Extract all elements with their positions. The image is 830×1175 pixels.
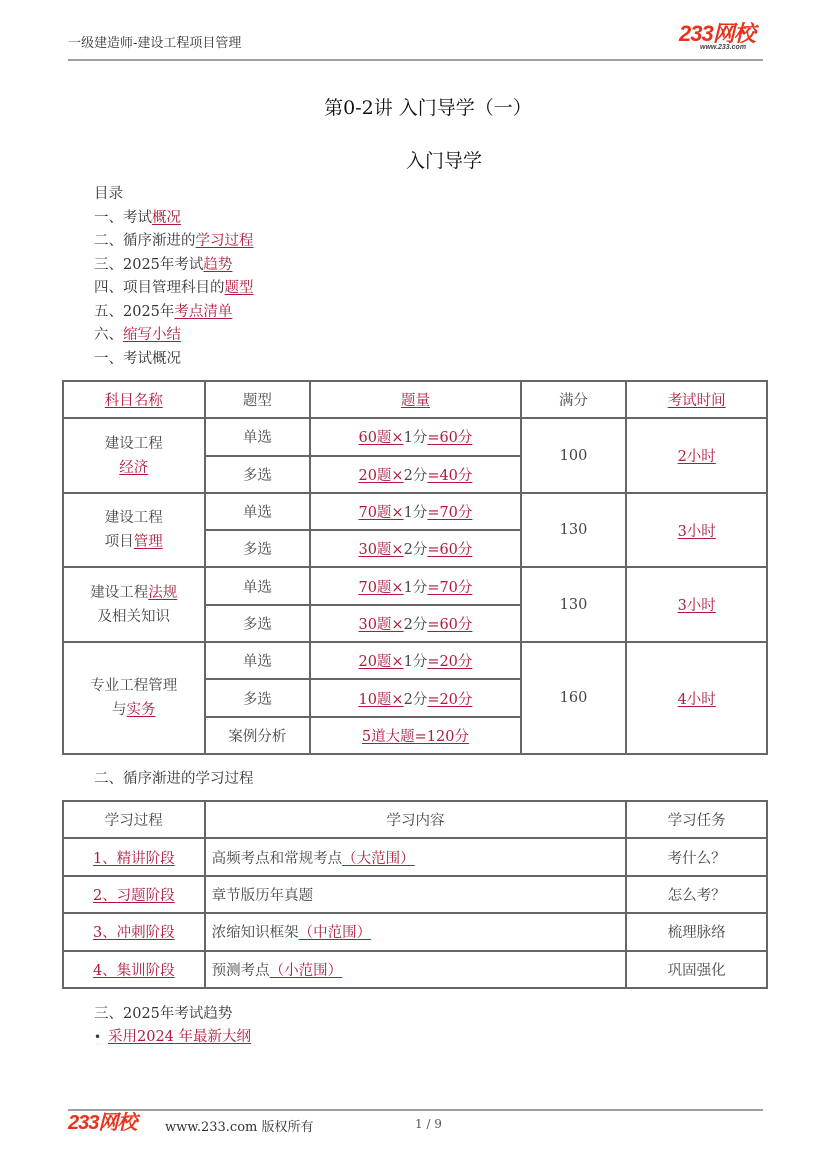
qty-link[interactable]: 20题×: [358, 654, 404, 671]
stage-cell: [63, 838, 205, 875]
subject-name-link[interactable]: 实务: [126, 702, 156, 719]
question-quantity: [310, 493, 520, 530]
header-divider: [68, 59, 763, 61]
qty-points: 2分: [403, 691, 428, 708]
question-quantity: [310, 418, 520, 455]
header-type: 题型: [205, 381, 311, 418]
question-type: 单选: [205, 642, 311, 679]
qty-total-link[interactable]: =70分: [427, 505, 473, 522]
toc-link-learning-process[interactable]: 学习过程: [195, 233, 254, 249]
qty-total-link[interactable]: =60分: [427, 542, 473, 559]
question-type: 单选: [205, 418, 311, 455]
question-type: 多选: [205, 605, 311, 642]
subject-name-link[interactable]: 经济: [119, 459, 149, 476]
qty-points: 2分: [403, 467, 428, 484]
scope-link[interactable]: （中范围）: [298, 925, 372, 942]
content-text: 高频考点和常规考点: [211, 850, 343, 867]
question-quantity: [310, 605, 520, 642]
footer-logo: 233网校: [68, 1112, 137, 1134]
qty-total-link[interactable]: =40分: [427, 467, 473, 484]
stage-cell: [63, 951, 205, 988]
stage-link[interactable]: 2、习题阶段: [92, 887, 175, 904]
toc-item-prefix: 二、循序渐进的: [94, 233, 196, 249]
toc-item: [94, 277, 254, 301]
question-type: 多选: [205, 530, 311, 567]
content-text: 浓缩知识框架: [211, 925, 299, 942]
qty-link[interactable]: 70题×: [358, 579, 404, 596]
toc-item-prefix: 四、项目管理科目的: [94, 280, 225, 296]
qty-points: 1分: [403, 430, 428, 447]
subject-name: 与: [112, 702, 127, 719]
stage-link[interactable]: 4、集训阶段: [92, 962, 175, 979]
question-type: 单选: [205, 567, 311, 604]
subject-name-link[interactable]: 管理: [133, 534, 163, 551]
question-quantity: [310, 456, 520, 493]
toc-item: [94, 207, 254, 231]
header-score: 满分: [521, 381, 627, 418]
qty-points: 2分: [403, 542, 428, 559]
footer-divider: [68, 1109, 763, 1111]
stage-link[interactable]: 3、冲刺阶段: [92, 925, 175, 942]
section1-heading: 一、考试概况: [94, 350, 181, 367]
qty-points: 2分: [403, 616, 428, 633]
brand-logo-url: www.233.com: [700, 44, 747, 51]
toc-link-overview[interactable]: 概况: [152, 209, 181, 226]
content-text: 预测考点: [211, 962, 270, 979]
exam-time-link[interactable]: 4小时: [677, 691, 716, 708]
full-score: 160: [521, 642, 627, 754]
toc-link-summary[interactable]: 缩写小结: [123, 327, 181, 343]
scope-link[interactable]: （大范围）: [342, 850, 415, 867]
toc-link-question-types[interactable]: 题型: [224, 280, 254, 296]
subject-name: 专业工程管理: [90, 678, 178, 695]
qty-total-link[interactable]: =20分: [427, 691, 473, 708]
table-header-row: [63, 801, 767, 838]
exam-time-link[interactable]: 3小时: [677, 598, 716, 615]
bullet-link[interactable]: 采用2024 年最新大纲: [108, 1029, 252, 1045]
question-type: 多选: [205, 679, 311, 716]
table-of-contents: [94, 183, 254, 371]
section3-heading: 三、2025年考试趋势: [94, 1006, 233, 1022]
qty-total-link[interactable]: =70分: [427, 579, 473, 596]
subject-name-cell: [63, 493, 205, 568]
bullet-icon: •: [94, 1030, 102, 1044]
task-cell: 考什么？: [626, 838, 767, 875]
stage-link[interactable]: 1、精讲阶段: [92, 850, 175, 867]
exam-time-link[interactable]: 2小时: [677, 449, 716, 466]
section-title: 入门导学: [405, 150, 482, 172]
question-quantity: [310, 717, 520, 754]
qty-link[interactable]: 20题×: [358, 467, 404, 484]
qty-total-link[interactable]: =60分: [427, 430, 473, 447]
header-stage: 学习过程: [63, 801, 205, 838]
document-header-title: 一级建造师-建设工程项目管理: [68, 36, 242, 51]
header-task: 学习任务: [626, 801, 767, 838]
question-quantity: [310, 530, 520, 567]
question-type: 案例分析: [205, 717, 311, 754]
table-row: [63, 418, 767, 455]
subject-name: 建设工程: [90, 584, 149, 601]
learning-process-table: [62, 800, 768, 989]
toc-item-prefix: 五、2025年: [94, 303, 175, 320]
header-subject-link[interactable]: 科目名称: [104, 393, 163, 410]
qty-total-link[interactable]: 5道大题=120分: [361, 728, 469, 745]
subject-name: 项目: [104, 534, 134, 551]
page-number: 1 / 9: [415, 1117, 442, 1131]
stage-cell: [63, 876, 205, 913]
question-type: 单选: [205, 493, 311, 530]
subject-name-cell: [63, 418, 205, 493]
toc-link-trend[interactable]: 趋势: [203, 256, 233, 273]
subject-name: 建设工程: [104, 510, 163, 527]
content-cell: [205, 951, 627, 988]
toc-item: [94, 230, 254, 254]
content-cell: [205, 876, 627, 913]
table-row: [63, 567, 767, 604]
toc-link-checklist[interactable]: 考点清单: [174, 303, 233, 320]
toc-item-prefix: 六、: [94, 327, 123, 343]
table-row: [63, 838, 767, 875]
exam-time: [626, 642, 767, 754]
toc-item-prefix: 一、考试: [94, 209, 152, 226]
full-score: 100: [521, 418, 627, 493]
content-cell: [205, 913, 627, 950]
qty-points: 1分: [403, 654, 428, 671]
qty-total-link[interactable]: =60分: [427, 616, 473, 633]
scope-link[interactable]: （小范围）: [269, 962, 343, 979]
table-header-row: [63, 381, 767, 418]
qty-points: 1分: [403, 579, 428, 596]
table-row: [63, 493, 767, 530]
table-row: [63, 642, 767, 679]
exam-overview-table: [62, 380, 768, 755]
toc-item: [94, 254, 254, 278]
header-quantity-link[interactable]: 题量: [400, 393, 430, 410]
qty-link[interactable]: 70题×: [358, 505, 404, 522]
full-score: 130: [521, 493, 627, 568]
qty-link[interactable]: 60题×: [358, 430, 404, 447]
exam-time: [626, 493, 767, 568]
footer-copyright: www.233.com 版权所有: [165, 1120, 314, 1135]
toc-item: [94, 324, 254, 348]
subject-name-link[interactable]: 法规: [148, 584, 178, 601]
task-cell: 巩固强化: [626, 951, 767, 988]
content-cell: [205, 838, 627, 875]
exam-time: [626, 567, 767, 642]
question-type: 多选: [205, 456, 311, 493]
subject-name-cell: [63, 642, 205, 754]
subject-name-cell: [63, 567, 205, 642]
exam-time-link[interactable]: 3小时: [677, 523, 716, 540]
section2-heading: 二、循序渐进的学习过程: [94, 771, 254, 787]
toc-item-prefix: 三、2025年考试: [94, 256, 204, 273]
header-time: [626, 381, 767, 418]
stage-cell: [63, 913, 205, 950]
qty-link[interactable]: 30题×: [358, 542, 404, 559]
subject-name: 及相关知识: [97, 608, 171, 625]
qty-link[interactable]: 30题×: [358, 616, 404, 633]
subject-name: 建设工程: [104, 435, 163, 452]
task-cell: 梳理脉络: [626, 913, 767, 950]
table-row: [63, 951, 767, 988]
question-quantity: [310, 679, 520, 716]
table-row: [63, 876, 767, 913]
lecture-title: 第0-2讲 入门导学（一）: [324, 97, 532, 119]
question-quantity: [310, 567, 520, 604]
full-score: 130: [521, 567, 627, 642]
header-quantity: [310, 381, 520, 418]
header-subject: [63, 381, 205, 418]
task-cell: 怎么考？: [626, 876, 767, 913]
qty-points: 1分: [403, 505, 428, 522]
header-time-link[interactable]: 考试时间: [667, 393, 726, 410]
content-text: 章节版历年真题: [211, 887, 314, 904]
exam-time: [626, 418, 767, 493]
header-content: 学习内容: [205, 801, 627, 838]
qty-total-link[interactable]: =20分: [427, 654, 473, 671]
brand-logo: 233网校: [679, 21, 755, 46]
toc-heading: 目录: [94, 186, 123, 202]
table-row: [63, 913, 767, 950]
list-item: [94, 1025, 251, 1046]
qty-link[interactable]: 10题×: [358, 691, 404, 708]
toc-item: [94, 301, 254, 325]
question-quantity: [310, 642, 520, 679]
